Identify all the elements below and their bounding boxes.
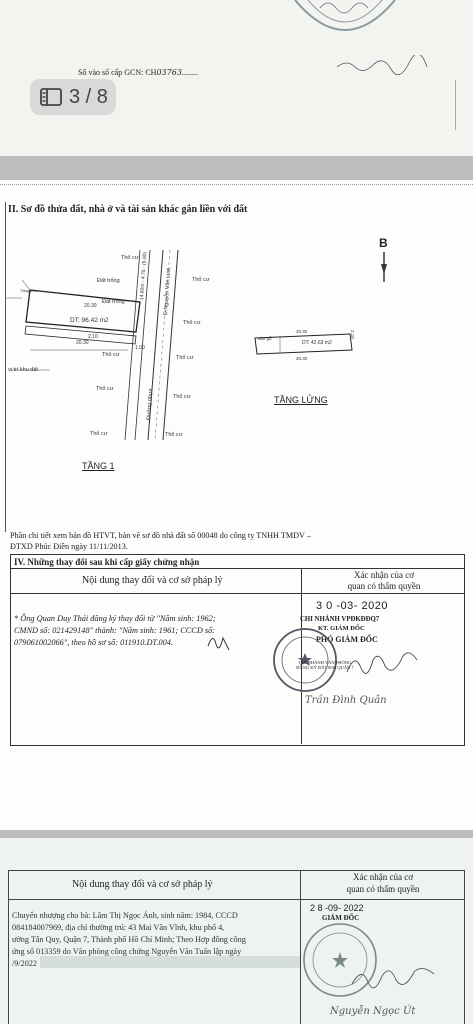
table-header-divider [10,568,465,569]
plot-label-tho-cu-5: Thổ cư [176,355,194,361]
entry2-signer: Nguyễn Ngọc Út [330,1006,416,1017]
stamp-text: CHI NHÁNH VĂN PHÒNG ĐĂNG KÝ ĐẤT ĐAI QUẬN 7 [296,660,354,670]
road-name-main: Đ.Nguyễn Văn Linh [163,267,173,316]
initial-signature-mark [205,632,233,650]
table-header-bottom [10,593,465,594]
entry1-signer: Trần Đình Quân [305,695,387,706]
area-label-main: DT: 96.42 m2 [70,317,109,324]
col-header-confirm-2-line2: quan có thẩm quyền [346,884,420,894]
entry2-date: 2 8 -09- 2022 [310,903,364,913]
col-header-confirm-line1: Xác nhận của cơ [354,570,414,580]
entry1-line2: CMND số: 021429148" thành: "Năm sinh: 1961; CCCD số: [14,626,216,635]
road-dims-label: 14.60m - 4.75 - (6.00) [139,251,149,301]
watermark-smudge [40,956,300,968]
entry2-line3: ường Tân Quy, Quận 7, Thành phố Hồ Chí Minh; Theo Hợp đồng công [12,935,246,944]
gcn-number-line: Số vào sổ cấp GCN: CH03763........ [78,68,198,77]
page-indicator-text: 3 / 8 [69,85,108,108]
road-name-side: Đường nhựa [146,388,155,421]
mezz-dim-bottom: 20.30 [296,356,308,361]
entry2-line5: /9/2022 [12,959,38,968]
mezzanine-label: TẦNG LỬNG [274,395,328,405]
entry1-position-prefix: KT. GIÁM ĐỐC [318,625,365,632]
plot-label-tho-cu-8: Thổ cư [90,431,108,437]
entry1-office: CHI NHÁNH VPĐKĐĐQ7 [300,616,380,623]
floor1-site-plan [0,240,230,440]
section-title: II. Sơ đồ thửa đất, nhà ở và tài sản khác gắn liền với đất [8,204,248,215]
entry2-line2: 084184007969, địa chỉ thường trú: 43 Mai Văn Vĩnh, khu phố 4, [12,923,225,932]
entry1-position: PHÓ GIÁM ĐỐC [316,635,378,644]
mezz-label-san-go: sàn gỗ [258,336,272,341]
plot-label-tho-cu-7: Thổ cư [173,394,191,400]
col-header-content: Nội dung thay đổi và cơ sở pháp lý [82,575,223,586]
changes-section-title: IV. Những thay đổi sau khi cấp giấy chứng nhận [14,557,200,567]
mezz-dim-top: 20.30 [296,329,308,334]
plot-label-tang-tren: Tầng trên [20,288,38,293]
page-thumbnail-icon [40,88,62,106]
page-indicator[interactable] [30,79,116,115]
certificate-page-2-bottom [0,0,473,156]
reference-note-line2: ĐTXD Phúc Điền ngày 11/11/2013. [10,542,128,551]
plot-label-tho-cu-4: Thổ cư [102,352,120,358]
entry2-line4: ứng số 013359 do Văn phòng công chứng Nguyễn Văn Tuấn lập ngày [12,947,242,956]
entry2-line1: Chuyển nhượng cho bà: Lâm Thị Ngọc Ánh, sinh năm: 1984, CCCD [12,911,238,920]
col-header-confirm-line2: quan có thẩm quyền [347,581,421,591]
mezz-dim-side: 2.10 [350,330,355,339]
dim-label-top: 20.30 [84,303,97,309]
plot-label-tho-cu-2: Thổ cư [192,277,210,283]
north-arrow-icon [378,252,390,282]
dim-label-mid: 2.10 [88,334,98,340]
signature-scribble [335,55,430,75]
dim-label-bottom: 20.30 [76,340,89,346]
floor1-label: TẦNG 1 [82,461,115,471]
entry1-signature [345,652,425,682]
plot-label-tho-cu-3: Thổ cư [183,320,201,326]
col-header-content-2: Nội dung thay đổi và cơ sở pháp lý [72,879,213,890]
certificate-page-4 [0,838,473,1024]
right-edge-marks [455,80,464,130]
plot-label-dat-trong: Đất trống [97,278,120,284]
top-border-line [0,184,473,185]
certificate-page-3 [0,180,473,830]
lot-reference-label: vị trí khu đất [8,367,38,373]
reference-note-line1: Phần chi tiết xem bản đồ HTVT, bản vẽ sơ đồ nhà đất số 00048 do công ty TNHH TMDV – [10,531,311,540]
dim-label-100: 1.00 [135,345,145,351]
entry1-line1: * Ông Quan Duy Thái đăng ký thay đổi từ "Năm sinh: 1962; [14,614,216,623]
entry1-line3: 079061002066", theo hồ sơ số: 011910.DT.004. [14,638,174,647]
entry2-signature [350,966,440,996]
plot-label-tho-cu-9: Thổ cư [165,432,183,438]
plot-label-tho-cu-6: Thổ cư [96,386,114,392]
entry2-position: GIÁM ĐỐC [322,914,360,922]
entry1-date: 3 0 -03- 2020 [316,600,388,612]
red-stamp-fragment [290,0,400,50]
plot-label-tho-cu: Thổ cư [121,255,139,261]
plot-label-dat-trong-2: Đất trống [102,299,125,305]
table2-header-bottom [8,899,465,900]
mezz-area-label: DT: 42.63 m2 [302,340,332,346]
col-header-confirm-2-line1: Xác nhận của cơ [353,872,413,882]
corner-label: B [379,236,388,250]
